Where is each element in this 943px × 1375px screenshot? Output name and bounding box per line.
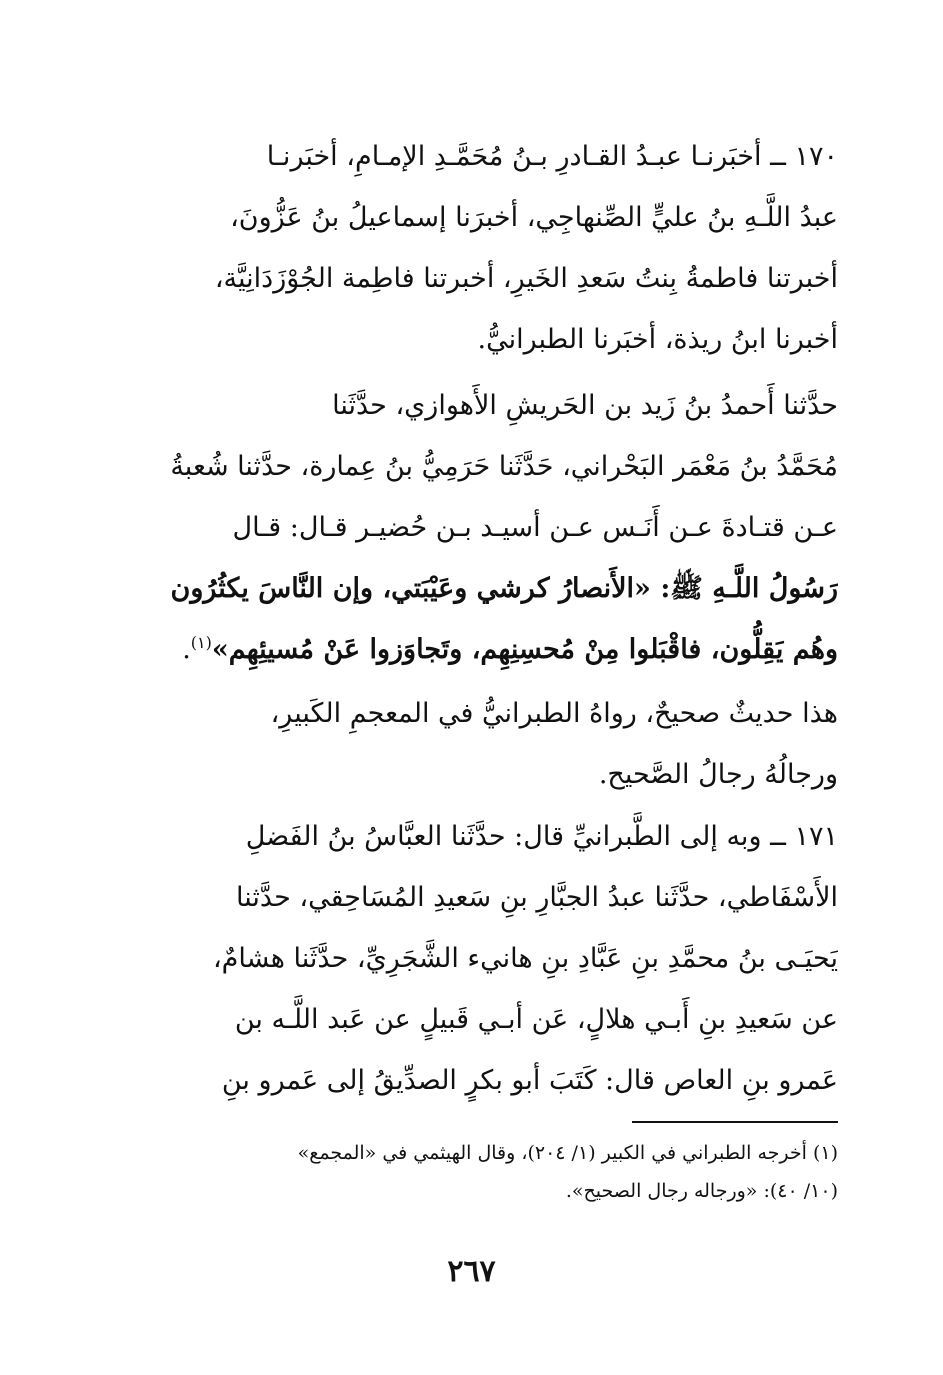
grading-paragraph	[130, 683, 838, 805]
text-line: عَمرو بنِ العاص قال: كَتَبَ أبو بكرٍ الصدِّيقُ إلى عَمرو بنِ	[221, 1065, 838, 1096]
footnote-line: (١٠/ ٤٠): «ورجاله رجال الصحيح».	[565, 1180, 838, 1202]
hadith-text-line: رَسُولُ اللَّـهِ ﷺ: «الأَنصارُ كرشي وعَيْبَتي، وإن النَّاسَ يكثُرُون	[170, 573, 838, 604]
isnad-matn-paragraph	[130, 375, 838, 680]
text-line: عن سَعيدِ بنِ أَبـي هلالٍ، عَن أبـي قَبيلٍ عن عَبد اللَّـه بن	[234, 1004, 838, 1035]
text-line: عـن قتـادةَ عـن أَنَـس عـن أسيـد بـن حُضيـر قـال: قـال	[232, 512, 838, 543]
hadith-171-paragraph	[130, 806, 838, 1111]
footnote-marker: (١)	[190, 633, 212, 652]
hadith-170-paragraph	[130, 126, 838, 370]
text-line: ١٧١ ــ وبه إلى الطَّبرانيِّ قال: حدَّثَنا العبَّاسُ بنُ الفَضلِ	[245, 821, 838, 852]
text-line: عبدُ اللَّـهِ بنُ عليٍّ الصِّنهاجِي، أخبرَنا إسماعيلُ بنُ عَزُّونَ،	[230, 202, 838, 233]
text-line: أخبرتنا فاطمةُ بِنتُ سَعدِ الخَيرِ، أخبرتنا فاطِمة الجُوْزَدَانِيَّة،	[214, 263, 838, 294]
text-line	[130, 309, 838, 370]
page-number: ٢٦٧	[447, 1254, 496, 1289]
text-line: الأَسْفَاطي، حدَّثَنا عبدُ الجبَّارِ بنِ سَعيدِ المُسَاحِقي، حدَّثنا	[236, 882, 838, 913]
text-line: حدَّثنا أَحمدُ بنُ زَيد بن الحَريشِ الأَهوازي، حدَّثَنا	[332, 390, 838, 421]
hadith-text-line	[130, 619, 838, 680]
text-line: يَحيَـى بنُ محمَّدِ بنِ عَبَّادِ بنِ هانيء الشَّجَرِيِّ، حدَّثَنا هشامٌ،	[212, 943, 838, 974]
footnote-separator	[632, 1121, 838, 1123]
text-line-content: أخبرنا ابنُ ريذة، أخبَرنا الطبرانيُّ.	[477, 324, 838, 355]
text-line: مُحَمَّدُ بنُ مَعْمَر البَحْراني، حَدَّثَنا حَرَمِيُّ بنُ عِمارة، حدَّثنا شُعبةُ	[170, 451, 838, 482]
text-line: ١٧٠ ــ أخبَرنـا عبـدُ القـادرِ بـنُ مُحَمَّـدِ الإمـامِ، أخبَرنـا	[266, 141, 838, 172]
period: .	[182, 634, 191, 665]
text-line: ورجالُهُ رجالُ الصَّحيح.	[598, 759, 838, 790]
footnote-line: (١) أخرجه الطبراني في الكبير (١/ ٢٠٤)، وقال الهيثمي في «المجمع»	[297, 1142, 838, 1164]
footnote	[130, 1134, 838, 1210]
text-line: هذا حديثٌ صحيحٌ، رواهُ الطبرانيُّ في المعجمِ الكَبيرِ،	[270, 698, 838, 729]
hadith-text-content: وهُم يَقِلُّون، فاقْبَلوا مِنْ مُحسِنِهِم، وتَجاوَزوا عَنْ مُسيئِهِم»	[211, 634, 838, 665]
